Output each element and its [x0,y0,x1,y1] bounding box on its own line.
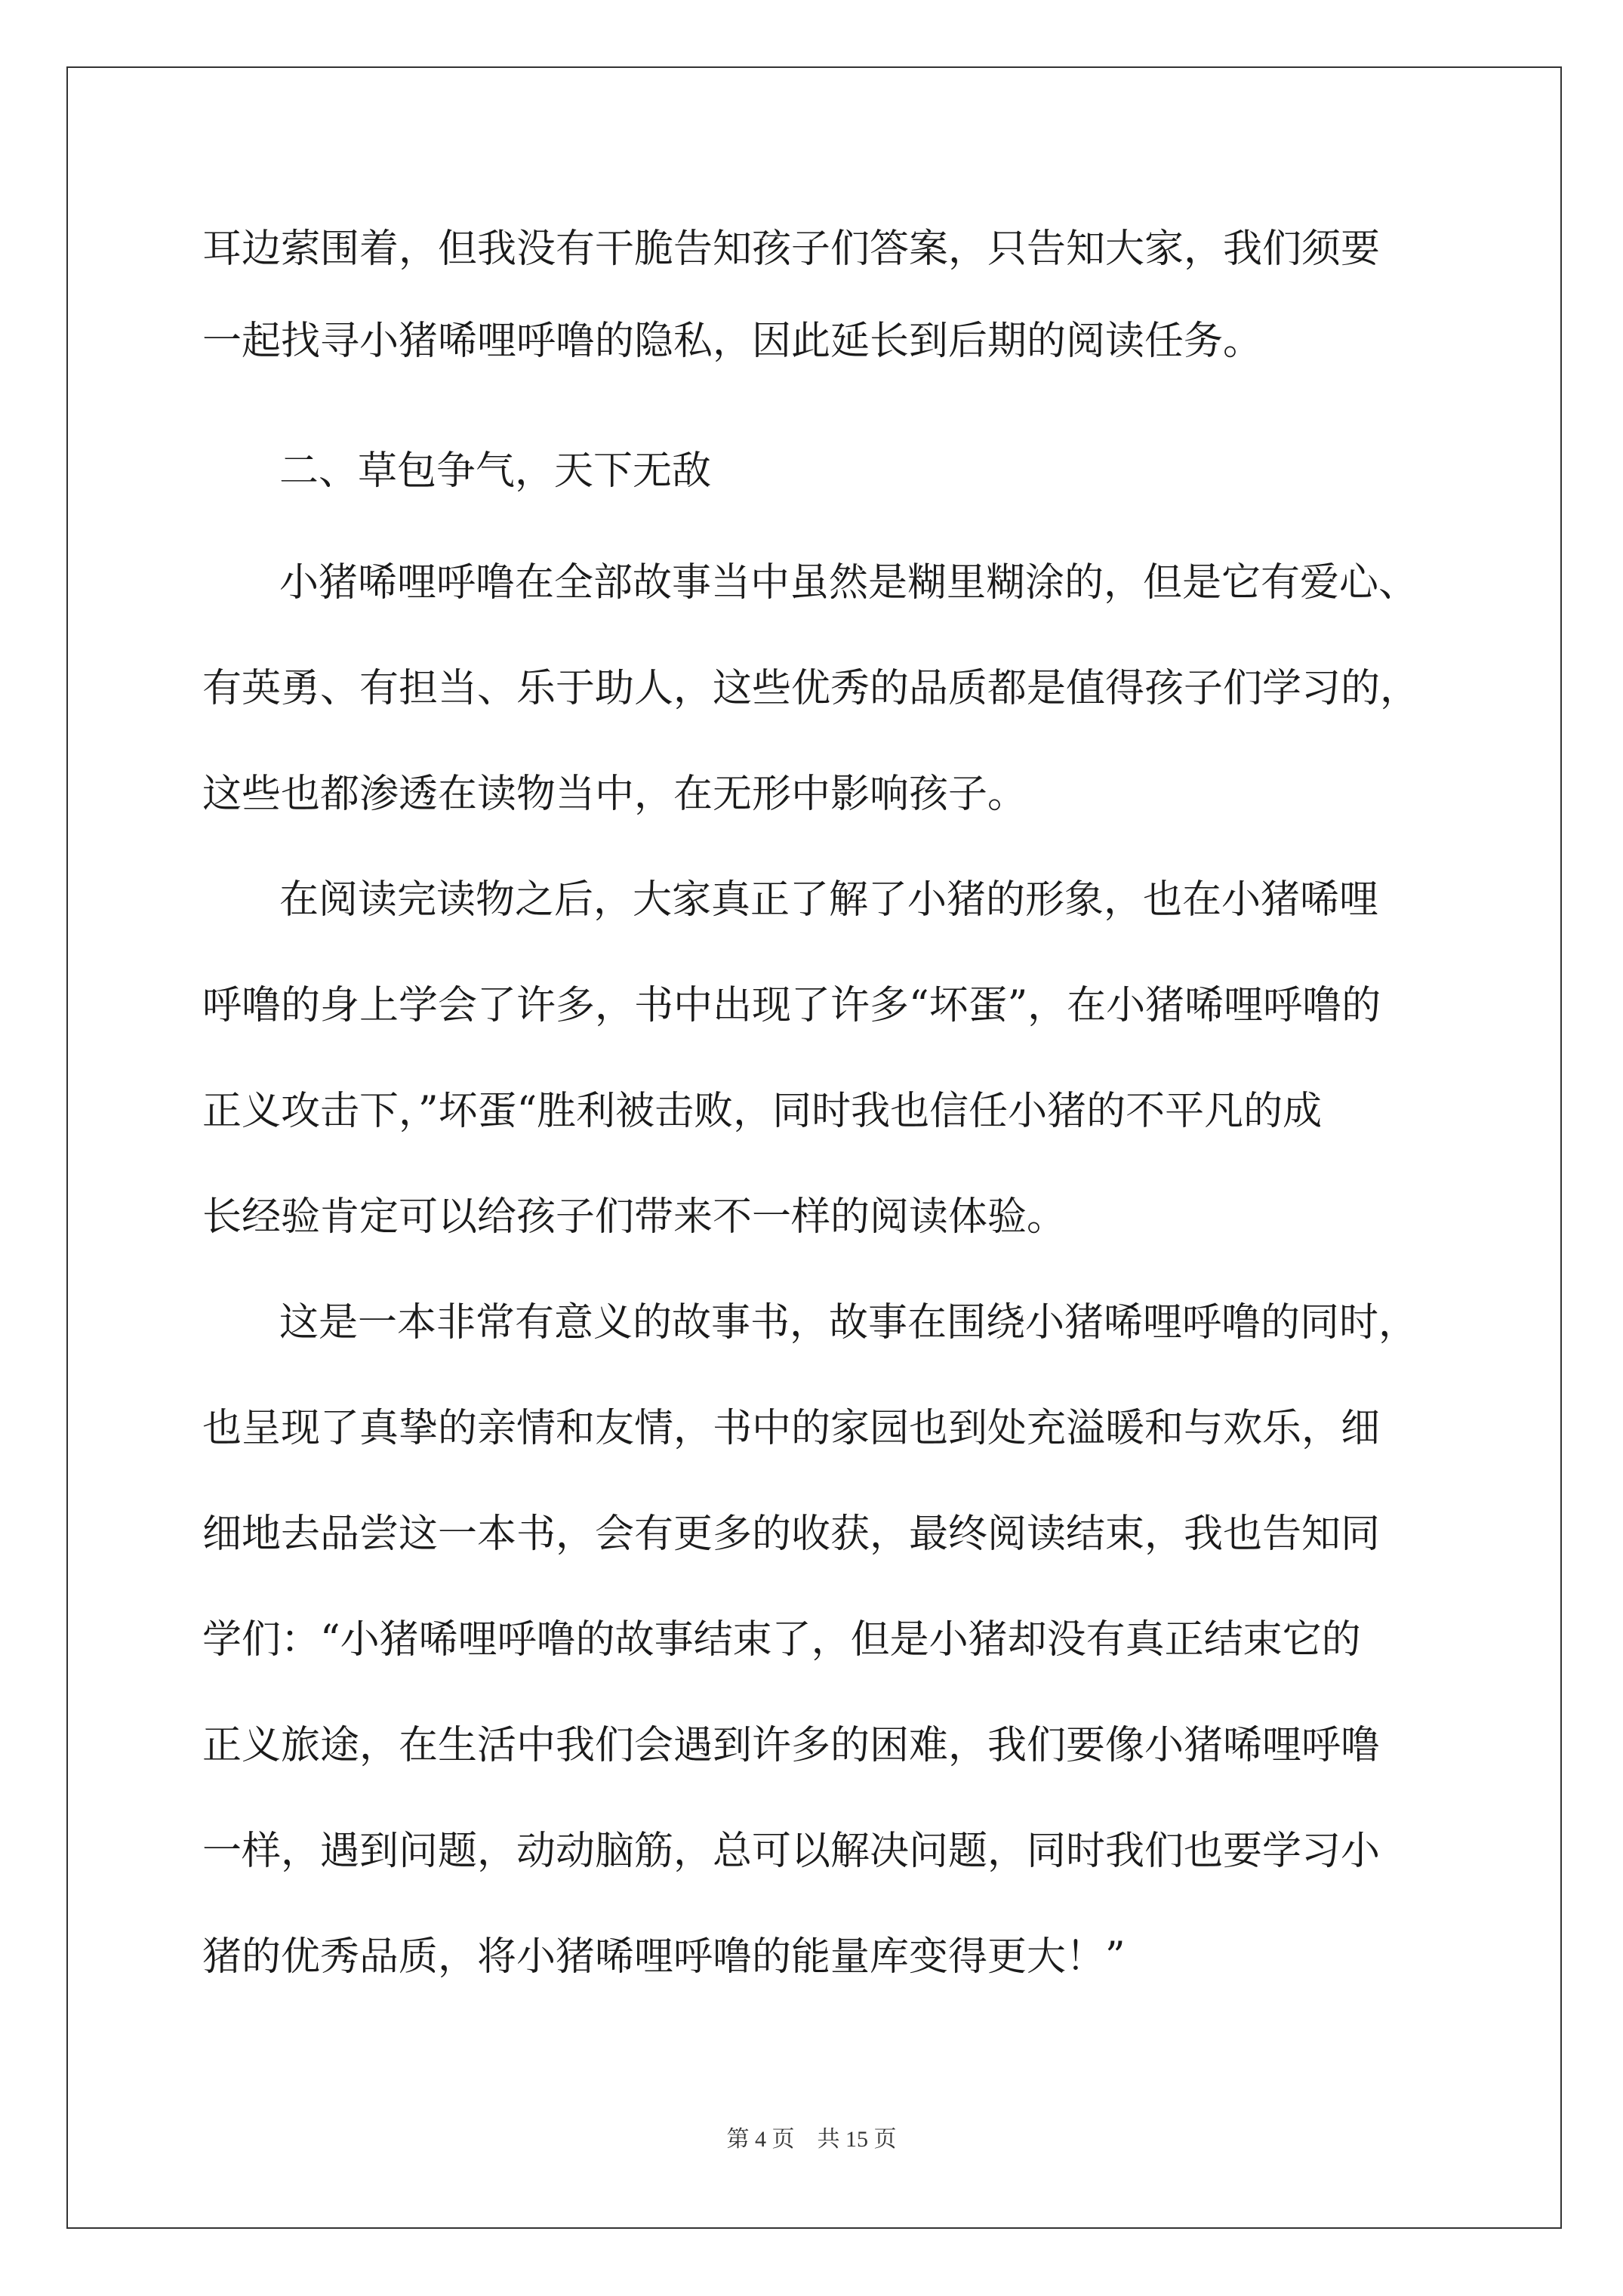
line-text: 小猪唏哩呼噜在全部故事当中虽然是糊里糊涂的，但是它有爱心、 [279,560,1418,606]
line-text: 一起找寻小猪唏哩呼噜的隐私，因此延长到后期的阅读任务。 [202,319,1263,364]
page-number-footer: 第 4 页 共 15 页 [726,2127,897,2152]
line-text: 也呈现了真挚的亲情和友情，书中的家园也到处充溢暖和与欢乐，细 [202,1406,1381,1451]
line-text: 正义攻击下，”坏蛋“胜利被击败，同时我也信任小猪的不平凡的成 [202,1089,1323,1134]
line-text: 呼噜的身上学会了许多，书中出现了许多“坏蛋”，在小猪唏哩呼噜的 [202,983,1381,1028]
line-text: 长经验肯定可以给孩子们带来不一样的阅读体验。 [202,1194,1067,1240]
line-text: 学们：“小猪唏哩呼噜的故事结束了，但是小猪却没有真正结束它的 [202,1617,1361,1663]
heading-text: 二、草包争气，天下无敌 [279,448,712,494]
line-text: 这些也都渗透在读物当中，在无形中影响孩子。 [202,772,1027,817]
line-text: 耳边萦围着，但我没有干脆告知孩子们答案，只告知大家，我们须要 [202,227,1381,272]
line-text: 在阅读完读物之后，大家真正了解了小猪的形象，也在小猪唏哩 [279,877,1379,923]
line-text: 一样，遇到问题，动动脑筋，总可以解决问题，同时我们也要学习小 [202,1829,1381,1874]
line-text: 正义旅途，在生活中我们会遇到许多的困难，我们要像小猪唏哩呼噜 [202,1723,1381,1768]
page-border [66,66,1562,2229]
line-text: 细地去品尝这一本书，会有更多的收获，最终阅读结束，我也告知同 [202,1512,1381,1557]
line-text: 猪的优秀品质，将小猪唏哩呼噜的能量库变得更大！” [202,1934,1126,1980]
line-text: 这是一本非常有意义的故事书，故事在围绕小猪唏哩呼噜的同时， [279,1300,1418,1345]
line-text: 有英勇、有担当、乐于助人，这些优秀的品质都是值得孩子们学习的， [202,666,1420,711]
